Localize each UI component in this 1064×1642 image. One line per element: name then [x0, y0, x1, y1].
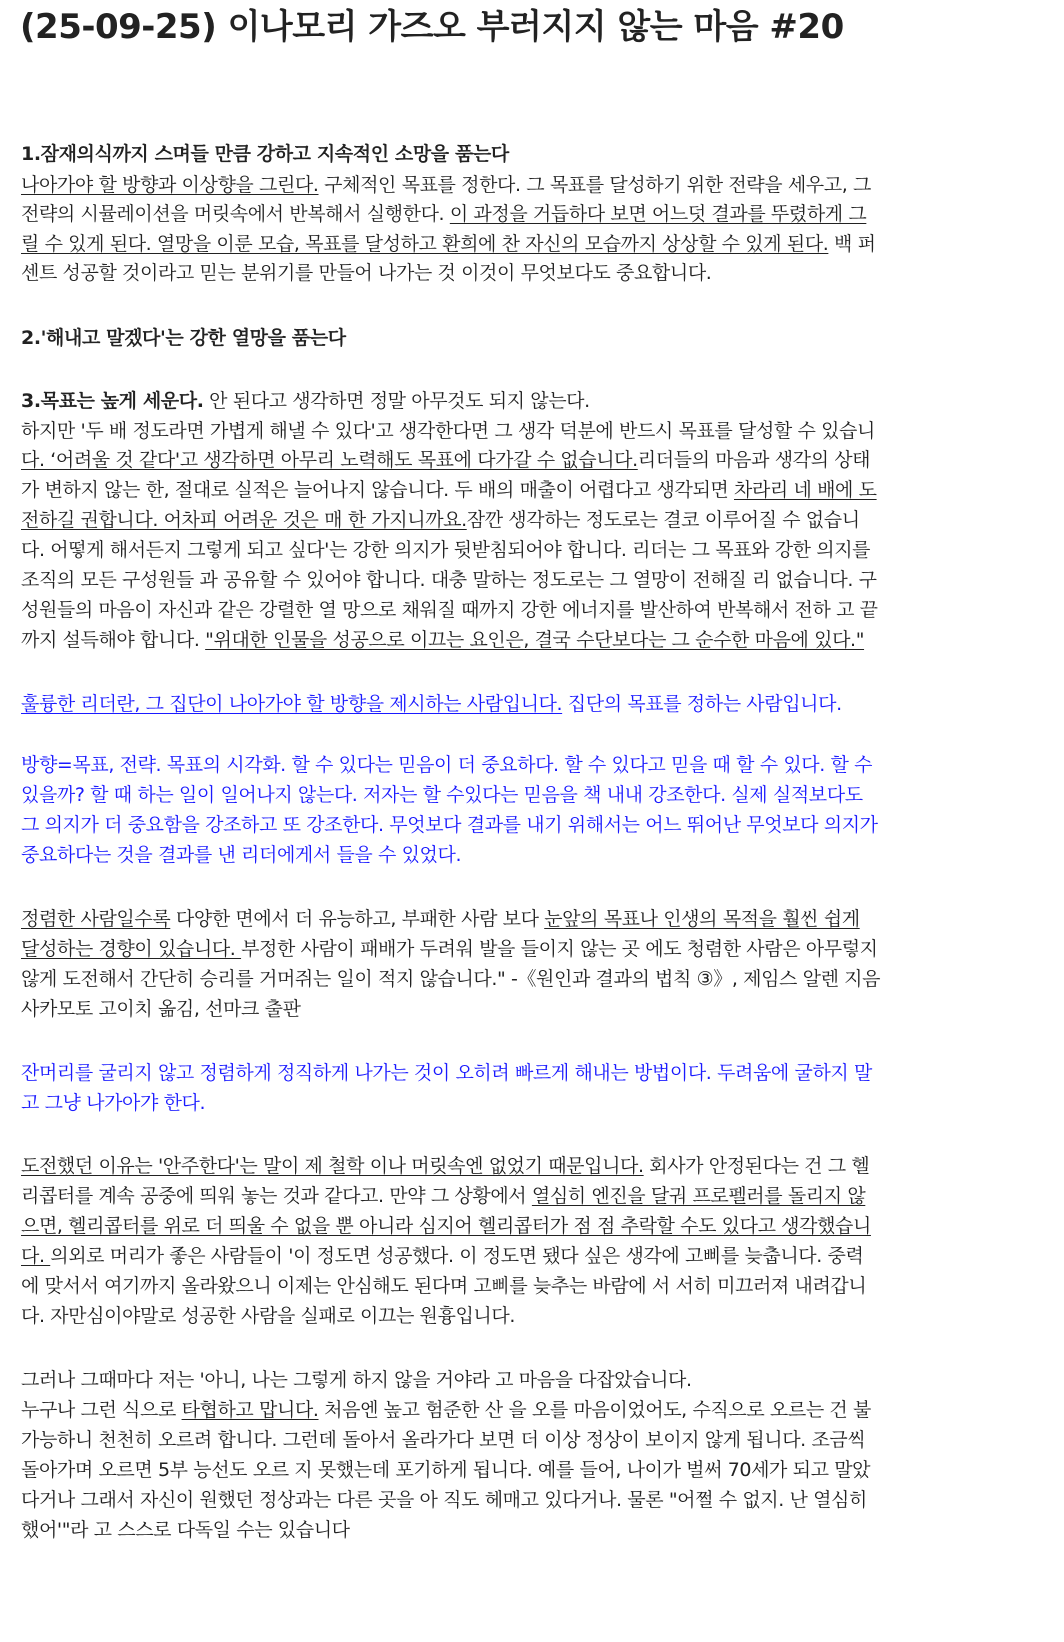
underlined-text: 달성하는 경향이 있습니다. [21, 938, 242, 960]
text-line [21, 1517, 350, 1543]
page-title: (25-09-25) 이나모리 가즈오 부러지지 않는 마음 #20 [20, 7, 844, 47]
text-line [21, 1427, 865, 1453]
text-line [21, 418, 875, 444]
text-segment: 까지 설득해야 합니다. [21, 629, 206, 651]
underlined-text: 으면, 헬리콥터를 위로 더 띄울 수 없을 뿐 아니라 심지어 헬리콥터가 점 점 추락할 수도 있다고 생각했습니 [21, 1215, 871, 1237]
text-line [21, 477, 877, 503]
text-line [21, 201, 866, 227]
text-segment: 고 그냥 나가아갸 한다. [21, 1092, 206, 1114]
text-line [21, 1213, 871, 1239]
underlined-text: 나아가야 할 방향과 이상향을 그린다. [21, 174, 319, 196]
text-segment: 가 변하지 않는 한, 절대로 실적은 늘어나지 않습니다. 두 배의 매출이 어렵다고 생각되면 [21, 479, 734, 501]
text-line [21, 567, 877, 593]
text-segment: 했어'"라 고 스스로 다독일 수는 있습니다 [21, 1519, 350, 1541]
text-line [21, 447, 870, 473]
text-line [21, 1060, 872, 1086]
text-line [21, 966, 880, 992]
text-line [21, 1397, 871, 1423]
text-line [21, 507, 860, 533]
text-line [21, 172, 871, 198]
bold-heading-text: 2.'해내고 말겠다'는 강한 열망을 품는다 [21, 327, 346, 349]
underlined-text: 차라리 네 배에 도 [734, 479, 877, 501]
text-segment: 안 된다고 생각하면 정말 아무것도 되지 않는다. [203, 390, 590, 412]
text-segment: 가능하니 천천히 오르려 합니다. 그런데 돌아서 올라가다 보면 더 이상 정상이 보이지 않게 됩니다. 조금씩 [21, 1429, 866, 1451]
text-line [21, 325, 346, 351]
text-line [21, 141, 509, 167]
text-segment: 잔머리를 굴리지 않고 정렴하게 정직하게 나가는 것이 오히려 빠르게 해내는 방법이다. 두려움에 굴하지 말 [21, 1062, 872, 1084]
text-line [21, 1183, 865, 1209]
underlined-text: 훌륭한 리더란, 그 집단이 나아가야 할 방향을 제시하는 사람입니다. [21, 693, 563, 715]
text-segment: 그러나 그때마다 저는 '아니, 나는 그렇게 하지 않을 거야라 고 마음을 다잡았습니다. [21, 1369, 692, 1391]
text-line [21, 1090, 205, 1116]
underlined-text: 눈앞의 목표나 인생의 목적을 훨씬 쉽게 [544, 908, 860, 930]
text-line [21, 597, 878, 623]
text-segment: 누구나 그런 식으로 [21, 1399, 182, 1421]
text-line [21, 812, 878, 838]
text-segment: 잠깐 생각하는 정도로는 결코 이루어질 수 없습니 [466, 509, 860, 531]
text-segment: 집단의 목표를 정하는 사람입니다. [562, 693, 842, 715]
text-segment: 리콥터를 계속 공중에 띄워 놓는 것과 같다고. 만약 그 상황에서 [21, 1185, 532, 1207]
text-line [21, 996, 301, 1022]
text-segment: 의외로 머리가 좋은 사람들이 '이 정도면 성공했다. 이 정도면 됐다 싶은 생각에 고삐를 늦춥니다. 중력 [50, 1245, 864, 1267]
text-segment: 리더들의 마음과 생각의 상태 [637, 449, 871, 471]
bold-heading-text: 3.목표는 높게 세운다. [21, 390, 204, 412]
underlined-text: 다. [21, 1245, 51, 1267]
text-line [21, 260, 711, 286]
text-segment: 그 의지가 더 중요함을 강조하고 또 강조한다. 무엇보다 결과를 내기 위해서는 어느 뛰어난 무엇보다 의지가 [21, 814, 878, 836]
text-segment: 회사가 안정된다는 건 그 헬 [643, 1155, 870, 1177]
underlined-text: 열심히 엔진을 달궈 프로펠러를 돌리지 않 [531, 1185, 866, 1207]
bold-heading-text: 1.잠재의식까지 스며들 만큼 강하고 지속적인 소망을 품는다 [21, 143, 509, 165]
text-line [21, 782, 863, 808]
text-line [21, 1303, 515, 1329]
text-line [21, 1367, 692, 1393]
underlined-text: 이 과정을 거듭하다 보면 어느덧 결과를 뚜렸하게 그 [449, 203, 867, 225]
text-segment: 있을까? 할 때 하는 일이 일어나지 않는다. 저자는 할 수있다는 믿음을 책 내내 강조한다. 실제 실적보다도 [21, 784, 863, 806]
text-line [21, 1457, 870, 1483]
text-line [21, 1243, 863, 1269]
text-line [21, 388, 590, 414]
text-line [21, 537, 870, 563]
text-segment: 방향=목표, 전략. 목표의 시각화. 할 수 있다는 믿음이 더 중요하다. 할 수 있다고 믿을 때 할 수 있다. 할 수 [21, 754, 873, 776]
text-line [21, 1273, 866, 1299]
text-segment: 다양한 면에서 더 유능하고, 부패한 사람 보다 [170, 908, 545, 930]
text-line [21, 691, 842, 717]
underlined-text: 정렴한 사람일수록 [21, 908, 171, 930]
underlined-text: 도전했던 이유는 '안주한다'는 말이 제 철학 이나 머릿속엔 없었기 때문입니다. [21, 1155, 644, 1177]
text-line [21, 936, 878, 962]
text-line [21, 231, 876, 257]
text-line [21, 1487, 867, 1513]
underlined-text: "위대한 인물을 성공으로 이끄는 요인은, 결국 수단보다는 그 순수한 마음에 있다." [205, 629, 865, 651]
underlined-text: 다. ‘어려울 것 같다'고 생각하면 아무리 노력해도 목표에 다가갈 수 없습니다. [21, 449, 638, 471]
text-line [21, 906, 860, 932]
text-segment: 에 맞서서 여기까지 올라왔으니 이제는 안심해도 된다며 고삐를 늦추는 바람에 서 서히 미끄러져 내려갑니 [21, 1275, 867, 1297]
text-segment: 전략의 시뮬레이션을 머릿속에서 반복해서 실행한다. [21, 203, 450, 225]
text-segment: 백 퍼 [828, 233, 876, 255]
text-segment: 중요하다는 것을 결과를 낸 리더에게서 들을 수 있었다. [21, 844, 462, 866]
text-line [21, 752, 872, 778]
text-line [21, 627, 864, 653]
text-segment: 성원들의 마음이 자신과 같은 강렬한 열 망으로 채워질 때까지 강한 에너지를 발산하여 반복해서 전하 고 끝 [21, 599, 878, 621]
text-segment: 돌아가며 오르면 5부 능선도 오르 지 못했는데 포기하게 됩니다. 예를 들어, 나이가 벌써 70세가 되고 말았 [21, 1459, 871, 1481]
text-segment: 다거나 그래서 자신이 원했던 정상과는 다른 곳을 아 직도 헤매고 있다거나. 물론 "어쩔 수 없지. 난 열심히 [21, 1489, 867, 1511]
text-segment: 처음엔 높고 험준한 산 을 오를 마음이었어도, 수직으로 오르는 건 불 [318, 1399, 871, 1421]
underlined-text: 릴 수 있게 된다. 열망을 이룬 모습, 목표를 달성하고 환희에 찬 자신의 모습까지 상상할 수 있게 된다. [21, 233, 829, 255]
text-line [21, 1153, 869, 1179]
underlined-text: 타협하고 맙니다. [181, 1399, 319, 1421]
text-segment: 조직의 모든 구성원들 과 공유할 수 있어야 합니다. 대충 말하는 정도로는 그 열망이 전해질 리 없습니다. 구 [21, 569, 877, 591]
text-line [21, 842, 461, 868]
text-segment: 부정한 사람이 패배가 두려워 발을 들이지 않는 곳 에도 청렴한 사람은 아무렇지 [241, 938, 878, 960]
text-segment: 센트 성공할 것이라고 믿는 분위기를 만들어 나가는 것 이것이 무엇보다도 중요합니다. [21, 262, 712, 284]
text-segment: 하지만 '두 배 정도라면 가볍게 해낼 수 있다'고 생각한다면 그 생각 덕분에 반드시 목표를 달성할 수 있습니 [21, 420, 875, 442]
underlined-text: 전하길 권합니다. 어차피 어려운 것은 매 한 가지니까요. [21, 509, 467, 531]
text-segment: 다. 어떻게 해서든지 그렇게 되고 싶다'는 강한 의지가 뒷받침되어야 합니다. 리더는 그 목표와 강한 의지를 [21, 539, 871, 561]
text-segment: 않게 도전해서 간단히 승리를 거머쥐는 일이 적지 않습니다." -《원인과 결과의 법칙 ③》, 제임스 알렌 지음 [21, 968, 881, 990]
text-segment: 구체적인 목표를 정한다. 그 목표를 달성하기 위한 전략을 세우고, 그 [318, 174, 871, 196]
text-segment: 사카모토 고이치 옮김, 선마크 출판 [21, 998, 301, 1020]
text-segment: 다. 자만심이야말로 성공한 사람을 실패로 이끄는 원흉입니다. [21, 1305, 515, 1327]
